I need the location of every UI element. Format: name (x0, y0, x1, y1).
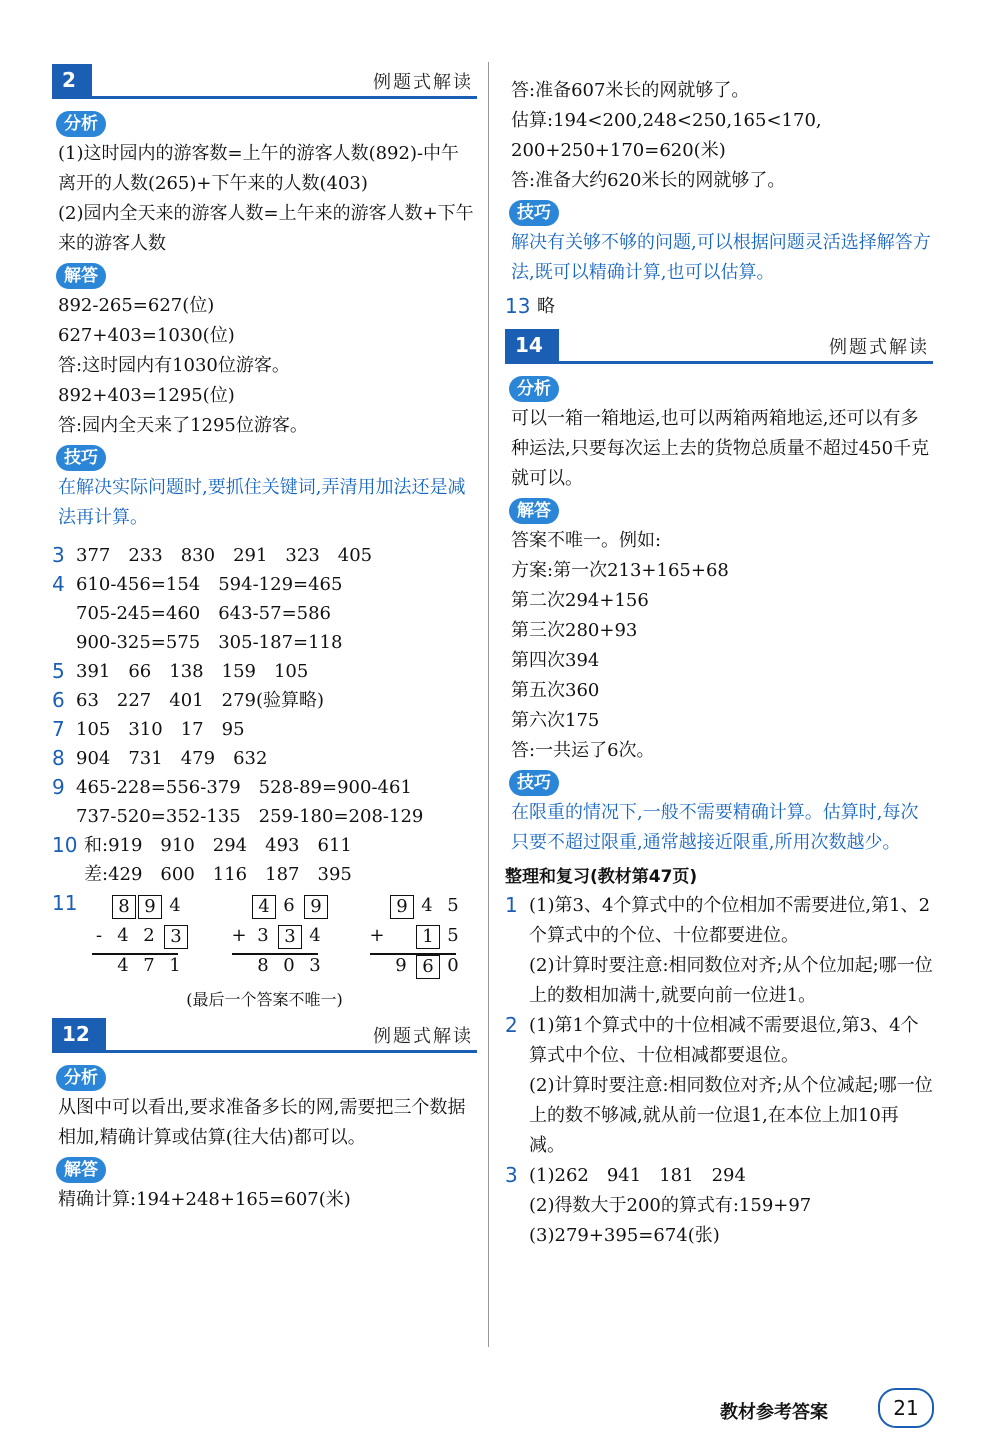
digit: 4 (309, 925, 321, 946)
review-text: (1)第3、4个算式中的个位相加不需要进位,第1、2个算式中的个位、十位都要进位。 (529, 895, 931, 946)
answer-line: 第二次294+156 (511, 590, 649, 611)
question-number: 8 (52, 746, 65, 770)
review-row (505, 1071, 933, 1161)
analysis-text: 从图中可以看出,要求准备多长的网,需要把三个数据相加,精确计算或估算(往大估)都可以。 (58, 1097, 466, 1148)
answer-badge: 解答 (56, 263, 106, 289)
section-2-header (52, 62, 477, 99)
review-text: (2)计算时要注意:相同数位对齐;从个位加起;哪一位上的数相加满十,就要向前一位进1。 (529, 955, 933, 1006)
question-number: 3 (52, 543, 65, 567)
question-answer: 904 731 479 632 (76, 748, 268, 769)
digit-row (370, 893, 459, 923)
digit: 4 (169, 895, 181, 916)
digit: 1 (169, 955, 181, 976)
digit-box: 9 (390, 895, 414, 919)
answer-line: 第五次360 (511, 680, 600, 701)
question-number: 6 (52, 688, 65, 712)
question-row (52, 686, 477, 715)
review-text: (1)第1个算式中的十位相减不需要退位,第3、4个算式中个位、十位相减都要退位。 (529, 1015, 919, 1066)
question-row (52, 570, 477, 599)
vertical-arithmetic (52, 893, 477, 985)
section-number: 12 (52, 1018, 106, 1050)
tip-text: 在解决实际问题时,要抓住关键词,弄清用加法还是减法再计算。 (58, 477, 466, 528)
footer-label: 教材参考答案 (720, 1402, 828, 1423)
digit: 8 (257, 955, 269, 976)
question-number: 5 (52, 659, 65, 683)
digit: 4 (117, 925, 129, 946)
review-row (505, 1221, 933, 1251)
answer-line: 答:准备607米长的网就够了。 (511, 80, 750, 101)
question-answer: 63 227 401 279(验算略) (76, 690, 325, 711)
digit-row (231, 923, 321, 953)
analysis-badge: 分析 (56, 111, 106, 137)
answer-line: 精确计算:194+248+165=607(米) (58, 1189, 351, 1210)
question-row (52, 802, 477, 831)
question-row (52, 628, 477, 657)
digit-box: 8 (112, 895, 136, 919)
question-row (52, 657, 477, 686)
page-number: 21 (878, 1388, 934, 1428)
answer-line: 答:一共运了6次。 (511, 740, 655, 761)
review-row (505, 1161, 933, 1191)
digit-row (369, 923, 459, 953)
review-list (505, 891, 933, 1251)
vertical-problem-2 (231, 893, 322, 983)
analysis-text: 可以一箱一箱地运,也可以两箱两箱地运,还可以有多种运法,只要每次运上去的货物总质量不超过450千克就可以。 (511, 408, 930, 489)
answer-line: 答案不唯一。例如: (511, 530, 662, 551)
question-number: 11 (52, 891, 78, 915)
question-answer: 900-325=575 305-187=118 (76, 632, 343, 653)
answer-line: 第六次175 (511, 710, 600, 731)
digit: 3 (257, 925, 269, 946)
digit-box: 6 (416, 955, 440, 979)
question-number: 7 (52, 717, 65, 741)
answer-line: 方案:第一次213+165+68 (511, 560, 729, 581)
tip-badge: 技巧 (509, 200, 559, 226)
digit-row (232, 953, 321, 983)
section-title: 例题式解读 (373, 1026, 473, 1047)
left-column (52, 62, 477, 1215)
digit: 5 (447, 895, 459, 916)
question-list (52, 541, 477, 889)
question-row (52, 860, 477, 889)
review-row (505, 1011, 933, 1071)
question-answer: 377 233 830 291 323 405 (76, 545, 373, 566)
sum-rule (370, 953, 456, 955)
analysis-badge: 分析 (56, 1065, 106, 1091)
question-answer: 105 310 17 95 (76, 719, 245, 740)
question-answer: 610-456=154 594-129=465 (76, 574, 343, 595)
operator: + (231, 925, 247, 946)
review-row (505, 891, 933, 951)
digit: 2 (143, 925, 155, 946)
question-answer: 差:429 600 116 187 395 (84, 864, 352, 885)
digit: 0 (283, 955, 295, 976)
section-title: 例题式解读 (373, 72, 473, 93)
answer-line: 答:这时园内有1030位游客。 (58, 355, 290, 376)
question-answer: 465-228=556-379 528-89=900-461 (76, 777, 412, 798)
review-row (505, 951, 933, 1011)
sum-rule (92, 953, 178, 955)
digit (390, 925, 412, 947)
digit: 5 (447, 925, 459, 946)
review-number: 1 (505, 893, 518, 917)
question-answer: 略 (537, 296, 555, 317)
answer-line: 627+403=1030(位) (58, 325, 235, 346)
question-row (52, 773, 477, 802)
analysis-badge: 分析 (509, 376, 559, 402)
answer-line: 200+250+170=620(米) (511, 140, 726, 161)
digit-row (92, 893, 181, 923)
review-number: 2 (505, 1013, 518, 1037)
digit-box: 3 (278, 925, 302, 949)
question-row (52, 831, 477, 860)
answer-badge: 解答 (56, 1157, 106, 1183)
answer-line: 答:园内全天来了1295位游客。 (58, 415, 308, 436)
question-answer: 737-520=352-135 259-180=208-129 (76, 806, 424, 827)
operator: - (95, 925, 103, 946)
operator: + (369, 925, 385, 946)
digit-box: 1 (416, 925, 440, 949)
section-number: 2 (52, 64, 92, 96)
question-row (52, 541, 477, 570)
analysis-text: (1)这时园内的游客数=上午的游客人数(892)-中午离开的人数(265)+下午来的人数(403) (58, 143, 460, 194)
question-number: 4 (52, 572, 65, 596)
digit-box: 3 (164, 925, 188, 949)
review-number: 3 (505, 1163, 518, 1187)
digit-row (92, 953, 181, 983)
tip-badge: 技巧 (509, 770, 559, 796)
digit: 4 (421, 895, 433, 916)
digit: 9 (395, 955, 407, 976)
review-text: (3)279+395=674(张) (529, 1225, 720, 1246)
question-number: 9 (52, 775, 65, 799)
vertical-problem-3 (369, 893, 459, 983)
answer-badge: 解答 (509, 498, 559, 524)
section-12-header (52, 1016, 477, 1053)
answer-line: 估算:194<200,248<250,165<170, (511, 110, 822, 131)
digit: 0 (447, 955, 459, 976)
tip-badge: 技巧 (56, 445, 106, 471)
analysis-text: (2)园内全天来的游客人数=上午来的游客人数+下午来的游客人数 (58, 203, 474, 254)
digit-box: 9 (304, 895, 328, 919)
digit: 6 (283, 895, 295, 916)
digit: 3 (309, 955, 321, 976)
answer-line: 892+403=1295(位) (58, 385, 235, 406)
review-text: (2)计算时要注意:相同数位对齐;从个位减起;哪一位上的数不够减,就从前一位退1,在本位上加10再减。 (529, 1075, 933, 1156)
question-row (52, 744, 477, 773)
review-row (505, 1191, 933, 1221)
vertical-problem-1 (92, 893, 182, 983)
digit: 7 (143, 955, 155, 976)
digit-row (232, 893, 322, 923)
right-column (505, 76, 933, 1251)
answer-line: 第三次280+93 (511, 620, 638, 641)
question-row (52, 599, 477, 628)
digit-box: 9 (138, 895, 162, 919)
question-number: 10 (52, 833, 78, 857)
question-number: 13 (505, 294, 531, 318)
question-answer: 和:919 910 294 493 611 (84, 835, 352, 856)
question-answer: 391 66 138 159 105 (76, 661, 309, 682)
sum-rule (232, 953, 318, 955)
section-title: 例题式解读 (829, 337, 929, 358)
digit-row (370, 953, 459, 983)
review-text: (2)得数大于200的算式有:159+97 (529, 1195, 812, 1216)
q11-note: (最后一个答案不唯一) (186, 990, 343, 1009)
answer-line: 第四次394 (511, 650, 600, 671)
section-14-header (505, 327, 933, 364)
section-number: 14 (505, 329, 559, 361)
digit-row (92, 923, 182, 953)
question-row (52, 715, 477, 744)
digit: 4 (117, 955, 129, 976)
answer-line: 892-265=627(位) (58, 295, 215, 316)
question-answer: 705-245=460 643-57=586 (76, 603, 332, 624)
tip-text: 解决有关够不够的问题,可以根据问题灵活选择解答方法,既可以精确计算,也可以估算。 (511, 232, 931, 283)
answer-line: 答:准备大约620米长的网就够了。 (511, 170, 786, 191)
review-text: (1)262 941 181 294 (529, 1165, 746, 1186)
column-divider (488, 62, 489, 1347)
tip-text: 在限重的情况下,一般不需要精确计算。估算时,每次只要不超过限重,通常越接近限重,所用次数越少。 (511, 802, 919, 853)
review-title: 整理和复习(教材第47页) (505, 867, 698, 887)
question-13 (505, 292, 933, 321)
digit-box: 4 (252, 895, 276, 919)
